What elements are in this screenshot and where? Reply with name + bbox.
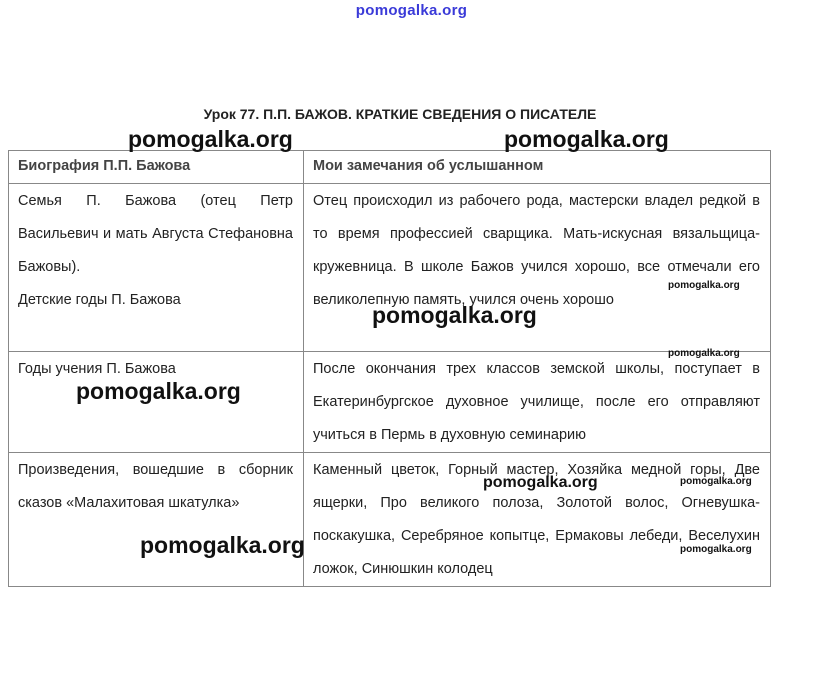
table-cell-left xyxy=(9,184,304,352)
cell-text: Семья П. Бажова (отец Петр Васильевич и мать Августа Стефановна Бажовы). xyxy=(18,193,293,275)
watermark: pomogalka.org xyxy=(140,532,305,558)
column-header-notes: Мои замечания об услышанном xyxy=(304,151,771,184)
cell-text: Детские годы П. Бажова xyxy=(18,292,181,308)
biography-table xyxy=(8,150,771,587)
page-title: Урок 77. П.П. БАЖОВ. КРАТКИЕ СВЕДЕНИЯ О ПИСАТЕЛЕ xyxy=(203,106,597,122)
watermark: pomogalka.org xyxy=(680,476,752,487)
watermark: pomogalka.org xyxy=(76,378,241,404)
top-watermark: pomogalka.org xyxy=(355,2,468,19)
column-header-biography: Биография П.П. Бажова xyxy=(9,151,304,184)
table-cell-right: Отец происходил из рабочего рода, мастерски владел редкой в то время профессией сварщика. Мать-искусная вязальщица-кружевница. В школе Бажов учился хорошо, все отмечали его великолепную память, учился очень хорошо xyxy=(304,184,771,352)
table-header-row xyxy=(9,151,771,184)
watermark: pomogalka.org xyxy=(372,302,537,328)
watermark: pomogalka.org xyxy=(483,474,598,491)
watermark: pomogalka.org xyxy=(504,126,669,152)
cell-text: Годы учения П. Бажова xyxy=(18,361,176,377)
table-cell-right: Каменный цветок, Горный мастер, Хозяйка медной горы, Две ящерки, Про великого полоза, Золотой волос, Огневушка-поскакушка, Серебряное копытце, Ермаковы лебеди, Веселухин ложок, Синюшкин колодец xyxy=(304,453,771,587)
table-row xyxy=(9,453,771,587)
watermark: pomogalka.org xyxy=(680,544,752,555)
table-cell-right: После окончания трех классов земской школы, поступает в Екатеринбургское духовное училище, после его отправляют учиться в Пермь в духовную семинарию xyxy=(304,352,771,453)
table-cell-left xyxy=(9,453,304,587)
watermark: pomogalka.org xyxy=(128,126,293,152)
watermark: pomogalka.org xyxy=(668,280,740,291)
watermark: pomogalka.org xyxy=(668,348,740,359)
cell-text: Произведения, вошедшие в сборник сказов «Малахитовая шкатулка» xyxy=(18,462,293,511)
